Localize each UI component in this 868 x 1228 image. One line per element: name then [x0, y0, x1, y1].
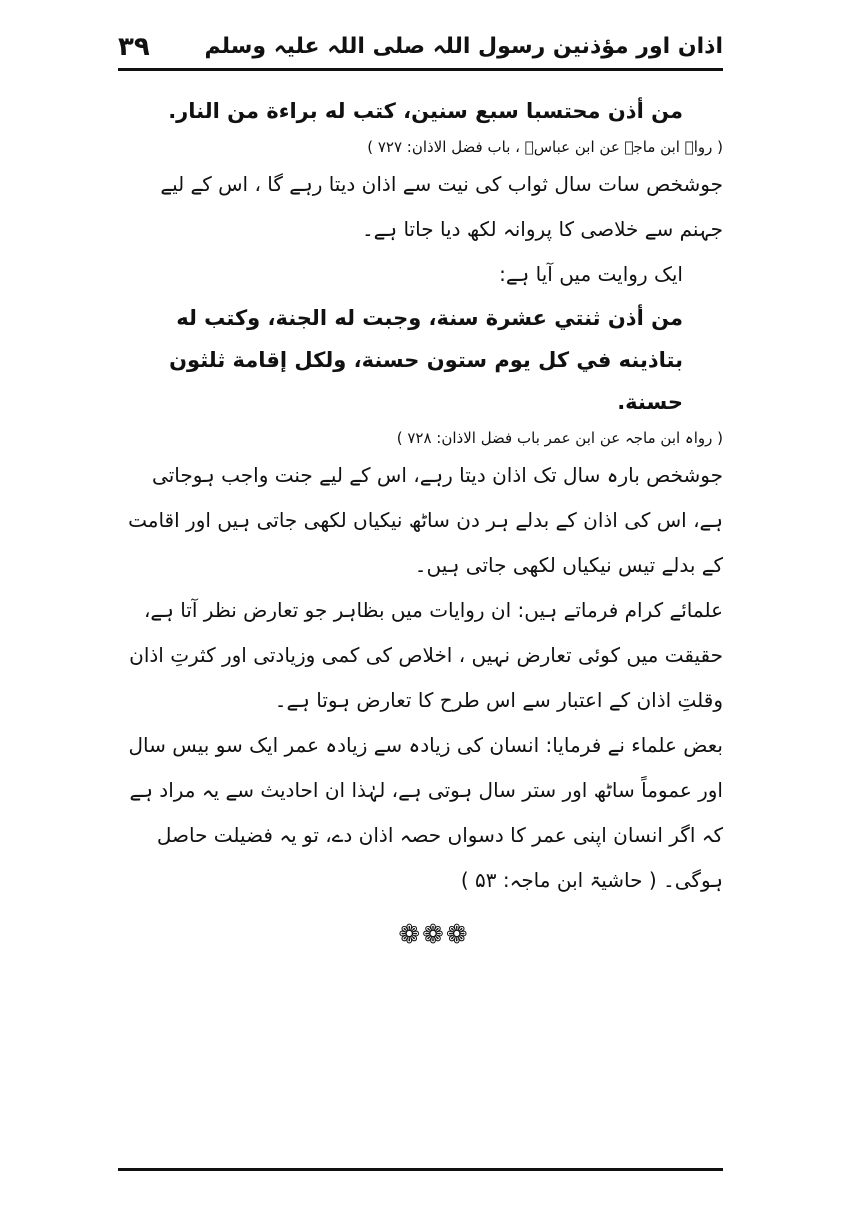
page-header	[118, 28, 723, 71]
page-body	[118, 90, 723, 903]
hadith-reference-2: ( رواہ ابن ماجہ عن ابن عمر باب فضل الاذان: ۷۲۸ )	[396, 429, 723, 447]
urdu-paragraph-2: ایک روایت میں آیا ہے:	[499, 262, 683, 286]
arabic-hadith-1: من أذن محتسبا سبع سنين، كتب له براءة من النار.	[168, 99, 683, 123]
footer-rule	[118, 1168, 723, 1171]
decorative-ornament: ❁❁❁	[398, 920, 470, 950]
urdu-paragraph-3: جوشخص بارہ سال تک اذان دیتا رہے، اس کے لیے جنت واجب ہوجاتی ہے، اس کی اذان کے بدلے ہر دن ساٹھ نیکیاں لکھی جاتی ہیں اور اقامت کے بدلے تیس نیکیاں لکھی جاتی ہیں۔	[128, 463, 723, 577]
urdu-paragraph-5: بعض علماء نے فرمایا: انسان کی زیادہ سے زیادہ عمر ایک سو بیس سال اور عموماً ساٹھ اور ستر سال ہوتی ہے، لہٰذا ان احادیث سے یہ مراد ہے کہ اگر انسان اپنی عمر کا دسواں حصہ اذان دے، تو یہ فضیلت حاصل ہوگی۔ ( حاشیۃ ابن ماجہ: ۵۳ )	[128, 733, 723, 892]
hadith-reference-1: ( رواہ ابن ماجہ عن ابن عباسؓ ، باب فضل الاذان: ۷۲۷ )	[367, 138, 723, 156]
page-number: ۳۹	[118, 32, 150, 62]
running-title: اذان اور مؤذنین رسول اللہ صلی اللہ علیہ وسلم	[204, 34, 723, 59]
urdu-paragraph-4: علمائے کرام فرماتے ہیں: ان روایات میں بظاہر جو تعارض نظر آتا ہے، حقیقت میں کوئی تعارض نہیں ، اخلاص کی کمی وزیادتی اور کثرتِ اذان وقلتِ اذان کے اعتبار سے اس طرح کا تعارض ہوتا ہے۔	[129, 598, 723, 712]
arabic-hadith-2: من أذن ثنتي عشرة سنة، وجبت له الجنة، وكتب له بتاذينه في كل يوم ستون حسنة، ولكل إقامة ثلثون حسنة.	[169, 306, 683, 414]
urdu-paragraph-1: جوشخص سات سال ثواب کی نیت سے اذان دیتا رہے گا ، اس کے لیے جہنم سے خلاصی کا پروانہ لکھ دیا جاتا ہے۔	[160, 172, 723, 241]
